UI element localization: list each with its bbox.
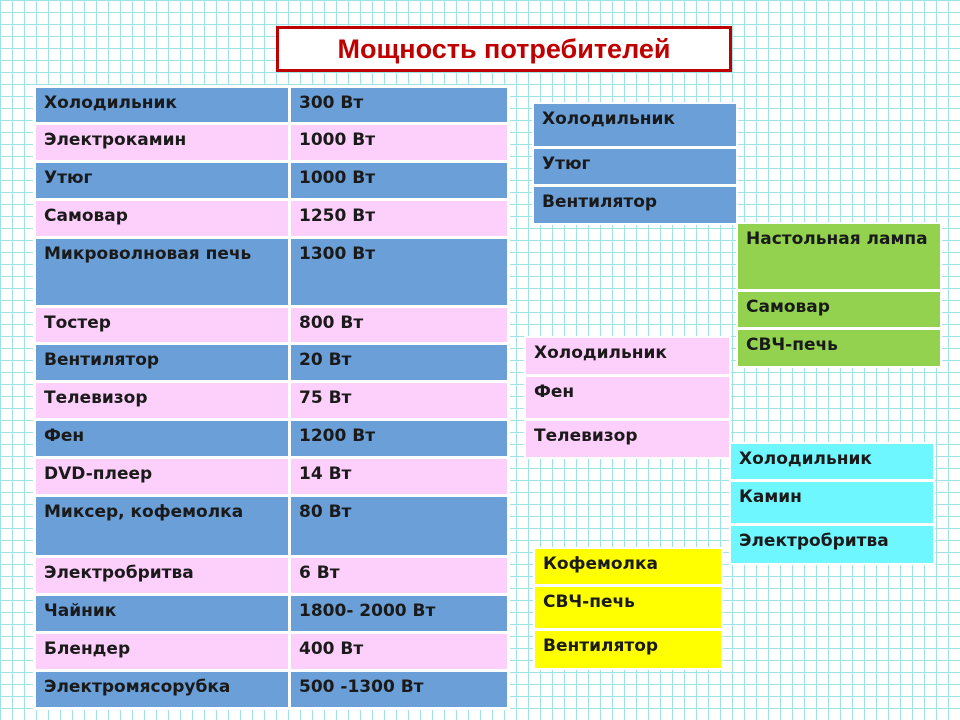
group-item: Фен: [526, 377, 729, 418]
group-item: Телевизор: [526, 421, 729, 457]
appliance-power: 14 Вт: [291, 459, 507, 494]
appliance-name: Микроволновая печь: [36, 239, 288, 305]
appliance-name: Телевизор: [36, 383, 288, 418]
appliance-name: Электробритва: [36, 558, 288, 593]
appliance-power: 300 Вт: [291, 88, 507, 122]
group-item: Самовар: [738, 292, 940, 327]
table-row: [36, 345, 507, 380]
group-item: Вентилятор: [534, 187, 736, 223]
group-item: Электробритва: [731, 526, 933, 563]
group-item: СВЧ-печь: [535, 587, 721, 628]
appliance-power: 75 Вт: [291, 383, 507, 418]
appliance-power: 400 Вт: [291, 634, 507, 669]
appliance-power: 1800- 2000 Вт: [291, 596, 507, 631]
appliance-name: Холодильник: [36, 88, 288, 122]
table-row: [36, 201, 507, 236]
appliance-name: Миксер, кофемолка: [36, 497, 288, 555]
appliance-name: Электрокамин: [36, 125, 288, 160]
table-row: [36, 308, 507, 342]
appliance-name: DVD-плеер: [36, 459, 288, 494]
group-item: Настольная лампа: [738, 224, 940, 289]
table-row: [36, 383, 507, 418]
group-green: [736, 222, 942, 368]
appliance-name: Самовар: [36, 201, 288, 236]
table-row: [36, 558, 507, 593]
appliance-power: 80 Вт: [291, 497, 507, 555]
appliance-power: 500 -1300 Вт: [291, 672, 507, 707]
table-row: [36, 634, 507, 669]
table-row: [36, 596, 507, 631]
appliance-name: Чайник: [36, 596, 288, 631]
appliance-name: Фен: [36, 421, 288, 456]
group-item: Холодильник: [731, 444, 933, 479]
group-item: Кофемолка: [535, 549, 721, 584]
slide-title: Мощность потребителей: [276, 26, 732, 72]
table-row: [36, 459, 507, 494]
power-table: [33, 85, 510, 710]
group-item: Вентилятор: [535, 631, 721, 668]
group-item: Камин: [731, 482, 933, 523]
appliance-power: 800 Вт: [291, 308, 507, 342]
table-row: [36, 125, 507, 160]
appliance-power: 1000 Вт: [291, 125, 507, 160]
group-item: Утюг: [534, 149, 736, 184]
group-cyan: [729, 442, 935, 565]
group-blue: [532, 102, 738, 225]
table-row: [36, 497, 507, 555]
appliance-power: 1250 Вт: [291, 201, 507, 236]
appliance-power: 20 Вт: [291, 345, 507, 380]
appliance-name: Вентилятор: [36, 345, 288, 380]
group-item: Холодильник: [526, 338, 729, 374]
appliance-power: 1200 Вт: [291, 421, 507, 456]
appliance-name: Тостер: [36, 308, 288, 342]
table-row: [36, 88, 507, 122]
group-item: Холодильник: [534, 104, 736, 146]
appliance-name: Блендер: [36, 634, 288, 669]
appliance-name: Утюг: [36, 163, 288, 198]
table-row: [36, 672, 507, 707]
group-pink: [524, 336, 731, 459]
appliance-power: 1000 Вт: [291, 163, 507, 198]
table-row: [36, 163, 507, 198]
appliance-power: 6 Вт: [291, 558, 507, 593]
appliance-name: Электромясорубка: [36, 672, 288, 707]
table-row: [36, 239, 507, 305]
table-row: [36, 421, 507, 456]
group-item: СВЧ-печь: [738, 330, 940, 366]
appliance-power: 1300 Вт: [291, 239, 507, 305]
group-yellow: [533, 547, 723, 670]
